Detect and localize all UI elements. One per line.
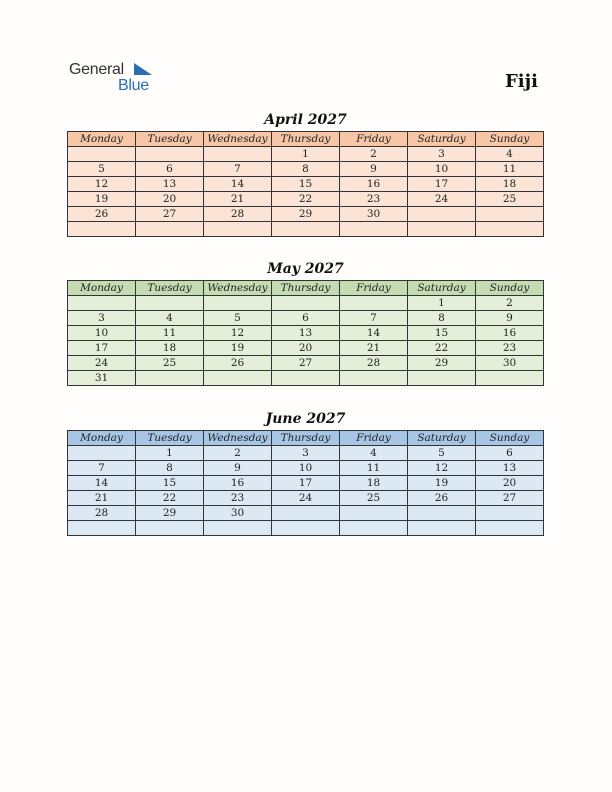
day-cell: 4: [136, 311, 204, 326]
day-cell: 22: [272, 192, 340, 207]
weekday-header: Friday: [340, 281, 408, 296]
day-cell: 1: [272, 147, 340, 162]
day-cell: 13: [476, 461, 544, 476]
calendar-table: [67, 131, 544, 237]
day-cell: 11: [136, 326, 204, 341]
logo-text-blue: Blue: [118, 77, 149, 94]
day-cell: 26: [68, 207, 136, 222]
day-cell: 8: [408, 311, 476, 326]
day-cell: 15: [272, 177, 340, 192]
weekday-header: Saturday: [408, 281, 476, 296]
day-cell: 25: [476, 192, 544, 207]
week-row: [68, 207, 544, 222]
day-cell: 18: [476, 177, 544, 192]
day-cell: 29: [272, 207, 340, 222]
day-cell: 24: [272, 491, 340, 506]
day-cell: 8: [136, 461, 204, 476]
day-cell: [408, 506, 476, 521]
weekday-header: Monday: [68, 281, 136, 296]
day-cell: 2: [340, 147, 408, 162]
day-cell: 6: [136, 162, 204, 177]
day-cell: [204, 296, 272, 311]
week-row: [68, 162, 544, 177]
day-cell: [136, 521, 204, 536]
weekday-header-row: [68, 431, 544, 446]
week-row: [68, 461, 544, 476]
day-cell: 16: [476, 326, 544, 341]
month-title: June 2027: [265, 411, 346, 427]
day-cell: 30: [476, 356, 544, 371]
day-cell: 12: [204, 326, 272, 341]
day-cell: 14: [204, 177, 272, 192]
day-cell: 17: [272, 476, 340, 491]
day-cell: 17: [408, 177, 476, 192]
day-cell: [68, 222, 136, 237]
weekday-header: Sunday: [476, 132, 544, 147]
day-cell: [68, 446, 136, 461]
day-cell: 16: [204, 476, 272, 491]
day-cell: 3: [272, 446, 340, 461]
month-april: [67, 111, 544, 237]
day-cell: 31: [68, 371, 136, 386]
day-cell: 2: [476, 296, 544, 311]
day-cell: 28: [68, 506, 136, 521]
day-cell: 9: [204, 461, 272, 476]
day-cell: 15: [136, 476, 204, 491]
day-cell: [340, 521, 408, 536]
day-cell: [408, 521, 476, 536]
calendar-table: [67, 430, 544, 536]
week-row: [68, 356, 544, 371]
day-cell: 13: [136, 177, 204, 192]
day-cell: [272, 521, 340, 536]
weekday-header: Tuesday: [136, 132, 204, 147]
day-cell: 24: [68, 356, 136, 371]
weekday-header: Wednesday: [204, 431, 272, 446]
logo-triangle-icon: [134, 63, 152, 77]
day-cell: [204, 222, 272, 237]
day-cell: [408, 371, 476, 386]
day-cell: 27: [136, 207, 204, 222]
day-cell: 29: [136, 506, 204, 521]
day-cell: 11: [476, 162, 544, 177]
day-cell: 3: [68, 311, 136, 326]
day-cell: [136, 371, 204, 386]
week-row: [68, 341, 544, 356]
day-cell: 4: [476, 147, 544, 162]
weekday-header: Friday: [340, 132, 408, 147]
day-cell: 24: [408, 192, 476, 207]
day-cell: 17: [68, 341, 136, 356]
day-cell: 7: [68, 461, 136, 476]
week-row: [68, 476, 544, 491]
day-cell: [136, 147, 204, 162]
week-row: [68, 311, 544, 326]
day-cell: 4: [340, 446, 408, 461]
day-cell: [340, 296, 408, 311]
day-cell: 5: [408, 446, 476, 461]
day-cell: [408, 207, 476, 222]
month-title: April 2027: [264, 112, 347, 128]
weekday-header: Sunday: [476, 431, 544, 446]
day-cell: 11: [340, 461, 408, 476]
day-cell: 22: [408, 341, 476, 356]
day-cell: 30: [340, 207, 408, 222]
day-cell: [408, 222, 476, 237]
day-cell: 7: [204, 162, 272, 177]
month-may: [67, 260, 544, 386]
day-cell: 9: [476, 311, 544, 326]
day-cell: 21: [340, 341, 408, 356]
day-cell: 13: [272, 326, 340, 341]
day-cell: 5: [204, 311, 272, 326]
day-cell: 29: [408, 356, 476, 371]
week-row: [68, 326, 544, 341]
day-cell: 28: [340, 356, 408, 371]
day-cell: 18: [136, 341, 204, 356]
day-cell: 20: [476, 476, 544, 491]
day-cell: 19: [68, 192, 136, 207]
day-cell: 19: [408, 476, 476, 491]
country-title: Fiji: [505, 71, 538, 92]
day-cell: 6: [272, 311, 340, 326]
week-row: [68, 521, 544, 536]
day-cell: 14: [68, 476, 136, 491]
day-cell: 12: [68, 177, 136, 192]
day-cell: 10: [68, 326, 136, 341]
day-cell: [136, 222, 204, 237]
day-cell: 5: [68, 162, 136, 177]
day-cell: 8: [272, 162, 340, 177]
day-cell: 9: [340, 162, 408, 177]
day-cell: 19: [204, 341, 272, 356]
weekday-header: Friday: [340, 431, 408, 446]
day-cell: 28: [204, 207, 272, 222]
week-row: [68, 147, 544, 162]
day-cell: 20: [136, 192, 204, 207]
weekday-header: Tuesday: [136, 281, 204, 296]
day-cell: 2: [204, 446, 272, 461]
logo-text-general: General: [69, 61, 124, 78]
day-cell: [272, 506, 340, 521]
day-cell: [476, 371, 544, 386]
day-cell: 21: [68, 491, 136, 506]
day-cell: 1: [136, 446, 204, 461]
week-row: [68, 371, 544, 386]
day-cell: [476, 521, 544, 536]
day-cell: [272, 371, 340, 386]
day-cell: 6: [476, 446, 544, 461]
weekday-header: Monday: [68, 431, 136, 446]
day-cell: [136, 296, 204, 311]
day-cell: [340, 222, 408, 237]
week-row: [68, 177, 544, 192]
weekday-header: Thursday: [272, 132, 340, 147]
day-cell: [68, 521, 136, 536]
day-cell: 23: [340, 192, 408, 207]
day-cell: 22: [136, 491, 204, 506]
day-cell: [340, 506, 408, 521]
weekday-header: Saturday: [408, 132, 476, 147]
week-row: [68, 296, 544, 311]
week-row: [68, 506, 544, 521]
weekday-header: Tuesday: [136, 431, 204, 446]
day-cell: 10: [408, 162, 476, 177]
calendar-table: [67, 280, 544, 386]
month-title: May 2027: [267, 261, 344, 277]
day-cell: [272, 222, 340, 237]
day-cell: 30: [204, 506, 272, 521]
weekday-header: Wednesday: [204, 132, 272, 147]
day-cell: 23: [476, 341, 544, 356]
day-cell: 20: [272, 341, 340, 356]
day-cell: 25: [340, 491, 408, 506]
day-cell: 12: [408, 461, 476, 476]
weekday-header: Saturday: [408, 431, 476, 446]
day-cell: [272, 296, 340, 311]
day-cell: 26: [408, 491, 476, 506]
day-cell: 26: [204, 356, 272, 371]
weekday-header: Thursday: [272, 431, 340, 446]
day-cell: 10: [272, 461, 340, 476]
logo: [69, 61, 169, 95]
weekday-header: Wednesday: [204, 281, 272, 296]
day-cell: 23: [204, 491, 272, 506]
day-cell: [476, 207, 544, 222]
day-cell: 27: [476, 491, 544, 506]
weekday-header-row: [68, 281, 544, 296]
day-cell: [68, 296, 136, 311]
week-row: [68, 446, 544, 461]
day-cell: 1: [408, 296, 476, 311]
day-cell: 3: [408, 147, 476, 162]
week-row: [68, 222, 544, 237]
week-row: [68, 491, 544, 506]
day-cell: [476, 506, 544, 521]
day-cell: [204, 147, 272, 162]
weekday-header: Monday: [68, 132, 136, 147]
day-cell: [476, 222, 544, 237]
weekday-header: Thursday: [272, 281, 340, 296]
day-cell: 16: [340, 177, 408, 192]
day-cell: 25: [136, 356, 204, 371]
day-cell: 14: [340, 326, 408, 341]
month-june: [67, 410, 544, 536]
day-cell: 18: [340, 476, 408, 491]
day-cell: 7: [340, 311, 408, 326]
day-cell: [204, 371, 272, 386]
weekday-header-row: [68, 132, 544, 147]
day-cell: 21: [204, 192, 272, 207]
weekday-header: Sunday: [476, 281, 544, 296]
week-row: [68, 192, 544, 207]
day-cell: 27: [272, 356, 340, 371]
day-cell: [204, 521, 272, 536]
day-cell: 15: [408, 326, 476, 341]
day-cell: [68, 147, 136, 162]
day-cell: [340, 371, 408, 386]
